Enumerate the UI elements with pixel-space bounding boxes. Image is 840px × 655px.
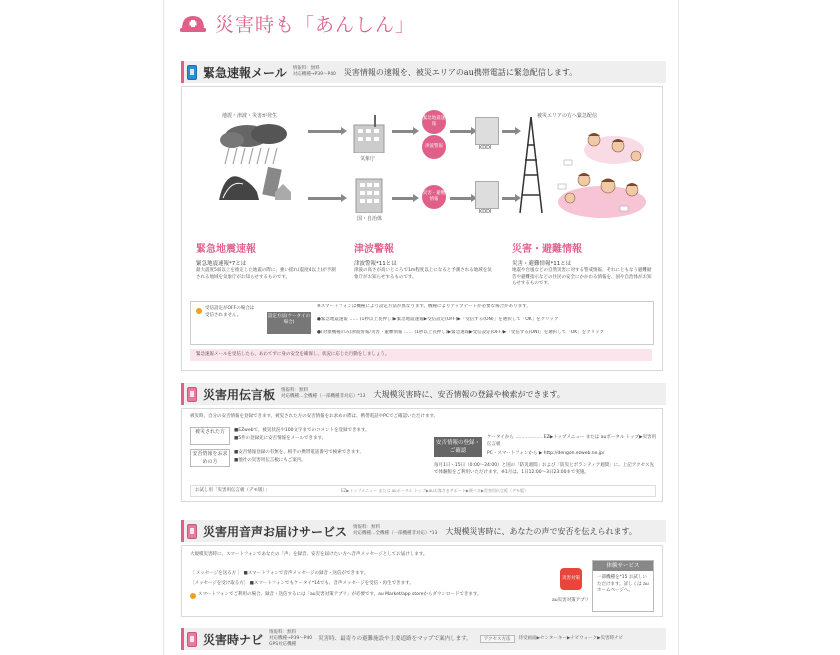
trial-body: 一部機種を*15 お試しいただけます。詳しくは auホームページへ。 [597, 575, 649, 593]
section-description: 大規模災害時に、安否情報の登録や検索ができます。 [373, 389, 565, 399]
col-subheading: 災害・避難情報*11とは [512, 261, 572, 267]
flow-arrow [450, 130, 472, 133]
quake-label: 地震・津波・災害が発生 [222, 113, 278, 119]
row-text: ■EZwebで、被災状況や100文字までのコメントを登録できます。 [234, 428, 370, 433]
col-body: 津波の高さが高いところで1m程度以上になると予測される地域を気象庁がお知らせするものです。 [354, 268, 492, 280]
area-label: 被災エリアの方へ緊急配信 [537, 113, 598, 119]
flow-arrow [308, 197, 342, 200]
col-heading: 緊急地震速報 [196, 244, 256, 255]
page-sheet [163, 0, 679, 655]
flow-arrow [502, 197, 516, 200]
radio-tower-icon [518, 115, 544, 215]
flow-arrow [308, 130, 342, 133]
col-subheading: 緊急地震速報*7とは [196, 261, 247, 267]
info-icon [190, 593, 196, 599]
kddi-server-icon [475, 181, 499, 209]
tsunami-alert-circle: 津波警報 [422, 135, 446, 159]
section-message-board-header [181, 383, 666, 405]
pc-path[interactable]: PC・スマートフォンから ▶ http://dengon.ezweb.ne.jp/ [487, 451, 605, 456]
quake-alert-circle: 緊急地震速報 [422, 110, 446, 134]
section-disaster-navi-header [181, 628, 666, 650]
demo-bar: お試し用「災害用伝言板（デモ版）」 EZ▶トップメニュー または auポータル トップ▶auお客さまサポート▶便べる▶災害用伝言板（デモ版） [190, 485, 656, 497]
section-description: 災害時、最寄りの避難施設や主要道路をマップで案内します。 [318, 636, 472, 642]
settings-box [190, 301, 654, 345]
section-emergency-mail-header [181, 61, 666, 83]
section-description: 大規模災害時に、あなたの声で安否を伝えられます。 [445, 526, 637, 536]
notice-text: 受信設定がOFFの場合は受信されません。 [205, 306, 255, 318]
gov-label: 国・自治体 [357, 216, 383, 222]
col-heading: 災害・避難情報 [512, 244, 582, 255]
flow-arrow [392, 130, 414, 133]
section-message-board-body [181, 408, 663, 502]
kddi-server-icon [475, 117, 499, 145]
flow-arrow [450, 197, 472, 200]
row-text: ■5件の登録先に安否情報をメールできます。 [234, 436, 327, 441]
flow-arrow [502, 130, 516, 133]
col-heading: 津波警報 [354, 244, 394, 255]
gov-building-icon [352, 175, 386, 213]
drill-note: 毎月1日・15日（0:00〜24:00）と国の「防災週間」および「防災とボランティア週間」に、上記アクセス先で体験版をご利用いただけます。※1月は、1日12:00〜3日23:00まで実施。 [434, 463, 655, 475]
evacuation-circle: 災害・避難情報 [422, 185, 446, 209]
row-text: ■他社の災害用伝言板にもご案内。 [234, 458, 306, 463]
recv-text: 〔メッセージを受け取る方〕 ■スマートフォンでもケータイ*14でも、音声メッセージを受信・再生できます。 [190, 581, 414, 586]
section-title: 災害時ナビ [203, 632, 264, 647]
kddi-label: KDDI [479, 145, 492, 151]
page-header [179, 10, 415, 37]
section-description: 災害情報の速報を、被災エリアのau携帯電話に緊急配信します。 [343, 67, 578, 77]
access-path: 待受画面▶センターキー▶ナビウォーク▶災害時ナビ [518, 636, 624, 641]
settings-step: ●緊急地震速報 …… (1秒以上長押し)▶緊急地震速報▶受信設定(OFF)▶「受信する(ON)」を選択して「OK」をクリック [317, 317, 559, 322]
mobile-phone-icon [187, 387, 197, 402]
mobile-phone-icon [187, 524, 197, 539]
mobile-phone-icon [187, 65, 197, 80]
settings-step: ●(対象機種のみ)津波警報/災害・避難情報 …… (1秒以上長押し)▶緊急速報▶受信設定(OFF)▶「受信する(ON)」を選択して「OK」をクリック [317, 330, 605, 335]
warning-banner: 緊急速報メールを受信したら、あわてずに身の安全を確保し、状況に応じた行動をしましょう。 [190, 349, 652, 361]
page-title: 災害時も「あんしん」 [215, 14, 416, 36]
section-voice-service-body [181, 545, 663, 617]
access-tag: アクセス方法 [480, 635, 515, 643]
trial-box: 体験サービス 一部機種を*15 お試しいただけます。詳しくは auホームページへ。 [592, 560, 654, 612]
col-subheading: 津波警報*11とは [354, 261, 397, 267]
jma-building-icon [352, 115, 386, 153]
warning-icon [196, 308, 202, 314]
col-body: 最大震度5弱以上を推定した地震の際に、強い揺れ(震度4以上)が予測される地域を気象庁がお知らせするものです。 [196, 268, 336, 280]
intro-text: 大規模災害時に、スマートフォンであなたの「声」を録音、安否を届けたい方へ音声メッセージとしてお届けします。 [190, 552, 428, 557]
fee-info: 情報料：無料 対応機種…全機種（一部機種非対応）*13 [353, 525, 438, 536]
people-receiving-illustration [554, 122, 650, 222]
section-emergency-mail-body [181, 86, 663, 371]
row-label: 安否情報をお求めの方 [190, 449, 230, 467]
flow-arrow [392, 197, 414, 200]
row-label: 被災された方 [190, 427, 230, 445]
intro-text: 被災時、自分の安否情報を登録できます。被災された方の安否情報をお求めの際は、携帯電話やPCでご確認いただけます。 [190, 414, 439, 419]
section-title: 災害用伝言板 [203, 387, 276, 402]
app-note: スマートフォンでご利用の場合、録音・送信するには「au災害対策アプリ」が必要です。au Market/app storeからダウンロードできます。 [198, 592, 482, 597]
kddi-label: KDDI [479, 209, 492, 215]
helmet-icon [179, 13, 207, 35]
section-voice-service-header [181, 520, 666, 542]
settings-label: 設定方法(ケータイの場合) [267, 312, 311, 334]
fee-info: 情報料：無料 対応機種→P39〜P40 GPS対応機種 [269, 630, 313, 647]
settings-intro: ※スマートフォンは機種により設定方法が異なります。機種によりアップデートが必要な場合があります。 [317, 304, 531, 309]
storm-cloud-illustration [217, 122, 297, 202]
fee-info: 情報料：無料 対応機種→P39〜P40 [292, 66, 336, 77]
fee-info: 情報料：無料 対応機種…全機種（一部機種非対応）*13 [281, 388, 366, 399]
col-body: 地震や台風などの自然災害に対する警戒情報、それにともなう避難勧告や避難指示などの住民の安全にかかわる情報を、国や自治体がお知らせするものです。 [512, 268, 652, 286]
confirm-label: 安否情報の登録・ご確認 [434, 437, 482, 457]
keitai-path: ケータイから ……………… EZ▶トップメニュー または auポータル トップ▶災害用伝言板 [487, 435, 657, 447]
section-title: 緊急速報メール [203, 65, 287, 80]
app-icon[interactable]: 災害対策 [560, 568, 582, 590]
section-title: 災害用音声お届けサービス [203, 524, 348, 539]
row-text: ■安否情報登録の有無を、相手の携帯電話番号で検索できます。 [234, 450, 364, 455]
app-label: au災害対策アプリ [552, 598, 589, 603]
jma-label: 気象庁 [360, 156, 376, 162]
send-text: 〔 メッセージを送る方 〕 ■スマートフォンで音声メッセージの録音・送信ができます。 [190, 571, 369, 576]
mobile-phone-icon [187, 632, 197, 647]
